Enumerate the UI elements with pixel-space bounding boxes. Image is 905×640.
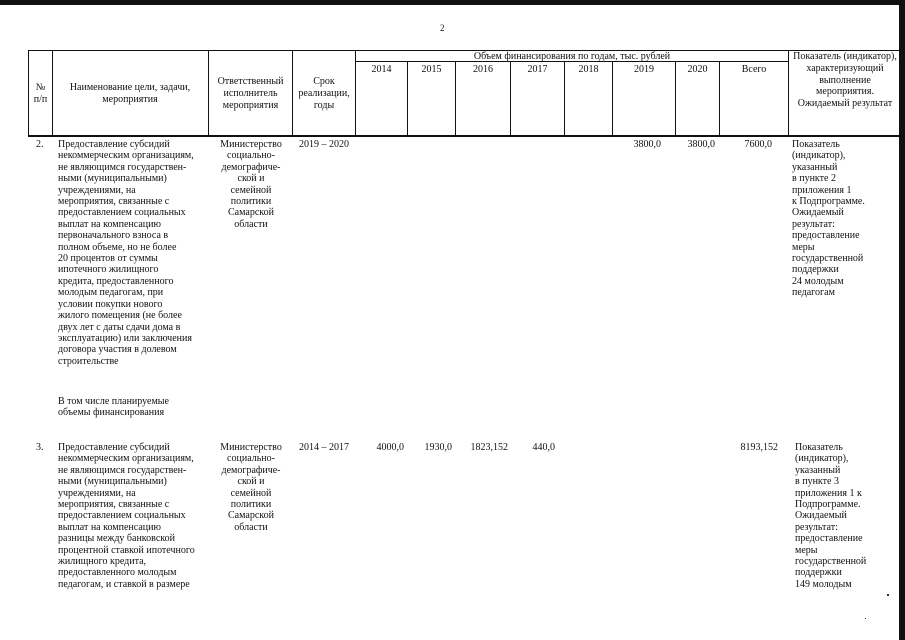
header-num: № п/п bbox=[33, 82, 48, 105]
header-name: Наименование цели, задачи, мероприятия bbox=[69, 82, 191, 105]
row-responsible: Министерство социально- демографиче- ской и семейной политики Самарской области bbox=[220, 139, 282, 230]
row-number: 2. bbox=[36, 139, 44, 150]
scan-top-border bbox=[0, 0, 905, 5]
row-name-extra: В том числе планируемые объемы финансирования bbox=[58, 396, 169, 419]
row-number: 3. bbox=[36, 442, 44, 453]
header-total: Всего bbox=[741, 64, 767, 75]
header-year-2015: 2015 bbox=[421, 64, 442, 75]
header-funding-title: Объем финансирования по годам, тыс. рублей bbox=[473, 51, 671, 62]
header-year-2016: 2016 bbox=[473, 64, 493, 75]
row-name: Предоставление субсидий некоммерческим организациям, не являющимся государствен- ными (муниципальными) учреждениями, на мероприятия, связанные с предоставлением социальных выплат на компенсацию разницы между банковской процентной ставкой ипотечного жилищного кредита, предоставленного молодым педагогам, и ставкой в размере bbox=[58, 442, 195, 590]
scan-speck bbox=[887, 594, 889, 596]
row-indicator: Показатель (индикатор), указанный в пункте 2 приложения 1 к Подпрограмме. Ожидаемый результат: предоставление меры государственной поддержки 24 молодым педагогам bbox=[792, 139, 865, 299]
header-term: Срок реализации, годы bbox=[298, 76, 350, 111]
row-term: 2014 – 2017 bbox=[299, 442, 349, 453]
value-2016: 1823,152 bbox=[470, 442, 508, 453]
header-year-2019: 2019 bbox=[634, 64, 654, 75]
header-year-2018: 2018 bbox=[578, 64, 599, 75]
header-year-2017: 2017 bbox=[527, 64, 548, 75]
page-number: 2 bbox=[440, 23, 445, 33]
value-2015: 1930,0 bbox=[424, 442, 452, 453]
header-year-2020: 2020 bbox=[687, 64, 708, 75]
value-2020: 3800,0 bbox=[687, 139, 715, 150]
value-total: 7600,0 bbox=[744, 139, 772, 150]
value-total: 8193,152 bbox=[740, 442, 778, 453]
header-indicator: Показатель (индикатор), характеризующий выполнение мероприятия. Ожидаемый результат bbox=[793, 51, 897, 110]
header-responsible: Ответственный исполнитель мероприятия bbox=[217, 76, 284, 111]
value-2014: 4000,0 bbox=[376, 442, 404, 453]
scan-speck bbox=[865, 618, 866, 619]
header-year-2014: 2014 bbox=[371, 64, 392, 75]
row-name: Предоставление субсидий некоммерческим организациям, не являющимся государствен- ными (муниципальными) учреждениями, на мероприятия, связанные с предоставлением социальных выплат на компенсацию первоначального взноса в полном объеме, но не более 20 процентов от суммы ипотечного жилищного кредита, предоставленного молодым педагогам, при условии покупки нового жилого помещения (не более двух лет с даты сдачи дома в эксплуатацию) или заключения договора участия в долевом строительстве bbox=[58, 139, 194, 367]
row-term: 2019 – 2020 bbox=[299, 139, 349, 150]
row-responsible: Министерство социально- демографиче- ской и семейной политики Самарской области bbox=[220, 442, 282, 533]
value-2019: 3800,0 bbox=[633, 139, 661, 150]
value-2017: 440,0 bbox=[532, 442, 555, 453]
row-indicator: Показатель (индикатор), указанный в пункте 3 приложения 1 к Подпрограмме. Ожидаемый результат: предоставление меры государственной поддержки 149 молодым bbox=[795, 442, 867, 590]
